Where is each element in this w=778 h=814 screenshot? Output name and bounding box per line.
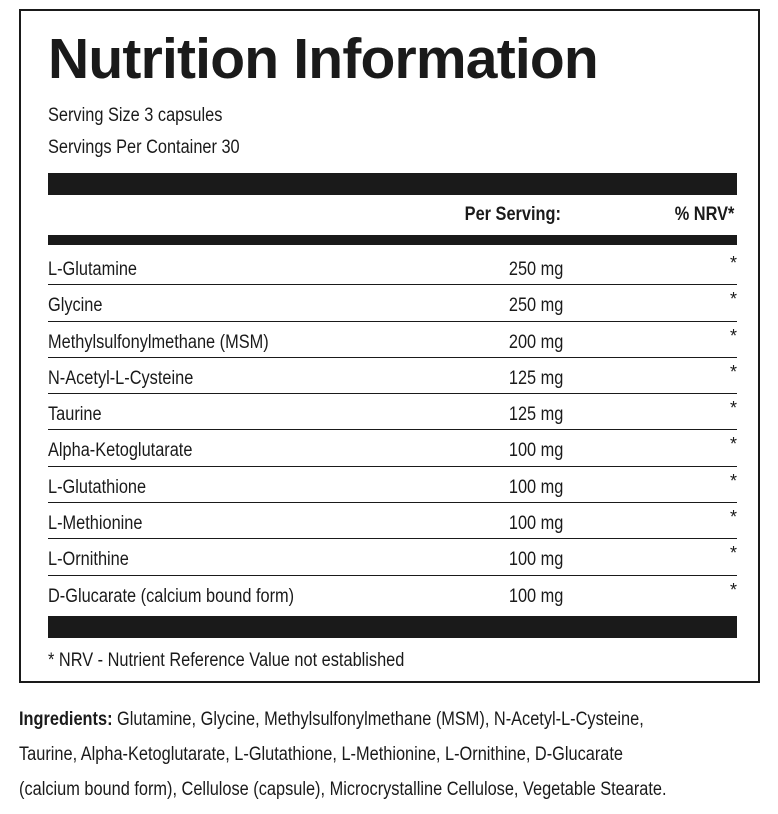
top-divider-bar <box>48 173 737 195</box>
header-divider-bar <box>48 235 737 245</box>
nrv-footnote: * NRV - Nutrient Reference Value not established <box>48 650 405 671</box>
nutrient-nrv: * <box>729 325 737 346</box>
ingredients-line: (calcium bound form), Cellulose (capsule), Microcrystalline Cellulose, Vegetable Stearate. <box>19 779 667 800</box>
nutrient-row <box>48 539 737 575</box>
ingredients-label: Ingredients: <box>19 709 113 730</box>
ingredients-line <box>19 702 656 737</box>
nutrient-name: D-Glucarate (calcium bound form) <box>48 585 295 607</box>
nutrient-name: Glycine <box>48 295 103 317</box>
nutrient-amount: 125 mg <box>508 404 563 426</box>
nutrient-nrv: * <box>729 470 737 491</box>
nutrient-name: L-Methionine <box>48 513 143 535</box>
nutrition-panel <box>19 9 760 683</box>
nutrient-nrv: * <box>729 579 737 600</box>
per-serving-header: Per Serving: <box>464 204 561 225</box>
bottom-divider-bar <box>48 616 737 638</box>
nutrient-name: L-Ornithine <box>48 549 129 571</box>
nrv-header: % NRV* <box>674 204 734 225</box>
nutrient-nrv: * <box>729 253 737 273</box>
nutrient-amount: 250 mg <box>508 259 563 280</box>
nutrient-row <box>48 358 737 394</box>
nutrient-nrv: * <box>729 434 737 455</box>
nutrient-row <box>48 249 737 285</box>
ingredients-line: Taurine, Alpha-Ketoglutarate, L-Glutathione, L-Methionine, L-Ornithine, D-Glucarate <box>19 744 624 765</box>
nutrient-nrv: * <box>729 361 737 382</box>
nutrient-amount: 100 mg <box>508 440 563 462</box>
nutrient-amount: 250 mg <box>508 295 563 317</box>
servings-per-container: Servings Per Container 30 <box>48 137 240 158</box>
nutrient-amount: 100 mg <box>508 585 563 607</box>
nutrient-row <box>48 503 737 539</box>
nutrient-nrv: * <box>729 507 737 528</box>
nutrient-row <box>48 285 737 321</box>
nutrient-nrv: * <box>729 543 737 564</box>
nutrient-nrv: * <box>729 289 737 310</box>
nutrient-name: Alpha-Ketoglutarate <box>48 440 193 462</box>
nutrient-amount: 125 mg <box>508 367 563 389</box>
serving-size: Serving Size 3 capsules <box>48 105 223 126</box>
nutrient-amount: 100 mg <box>508 476 563 498</box>
nutrient-name: L-Glutathione <box>48 476 147 498</box>
nutrient-row <box>48 430 737 466</box>
nutrient-row <box>48 322 737 358</box>
nutrient-amount: 100 mg <box>508 513 563 535</box>
panel-title: Nutrition Information <box>48 27 598 91</box>
nutrient-name: Methylsulfonylmethane (MSM) <box>48 331 269 353</box>
nutrient-row <box>48 467 737 503</box>
nutrient-nrv: * <box>729 398 737 419</box>
ingredients-paragraph <box>19 702 760 807</box>
nutrient-name: N-Acetyl-L-Cysteine <box>48 367 194 389</box>
nutrient-amount: 100 mg <box>508 549 563 571</box>
nutrient-row <box>48 576 737 612</box>
ingredients-text: Glutamine, Glycine, Methylsulfonylmethane (MSM), N-Acetyl-L-Cysteine, <box>117 709 644 730</box>
nutrient-name: Taurine <box>48 404 102 426</box>
nutrient-row <box>48 394 737 430</box>
nutrient-amount: 200 mg <box>508 331 563 353</box>
nutrient-name: L-Glutamine <box>48 259 138 280</box>
nutrient-table <box>48 249 737 612</box>
